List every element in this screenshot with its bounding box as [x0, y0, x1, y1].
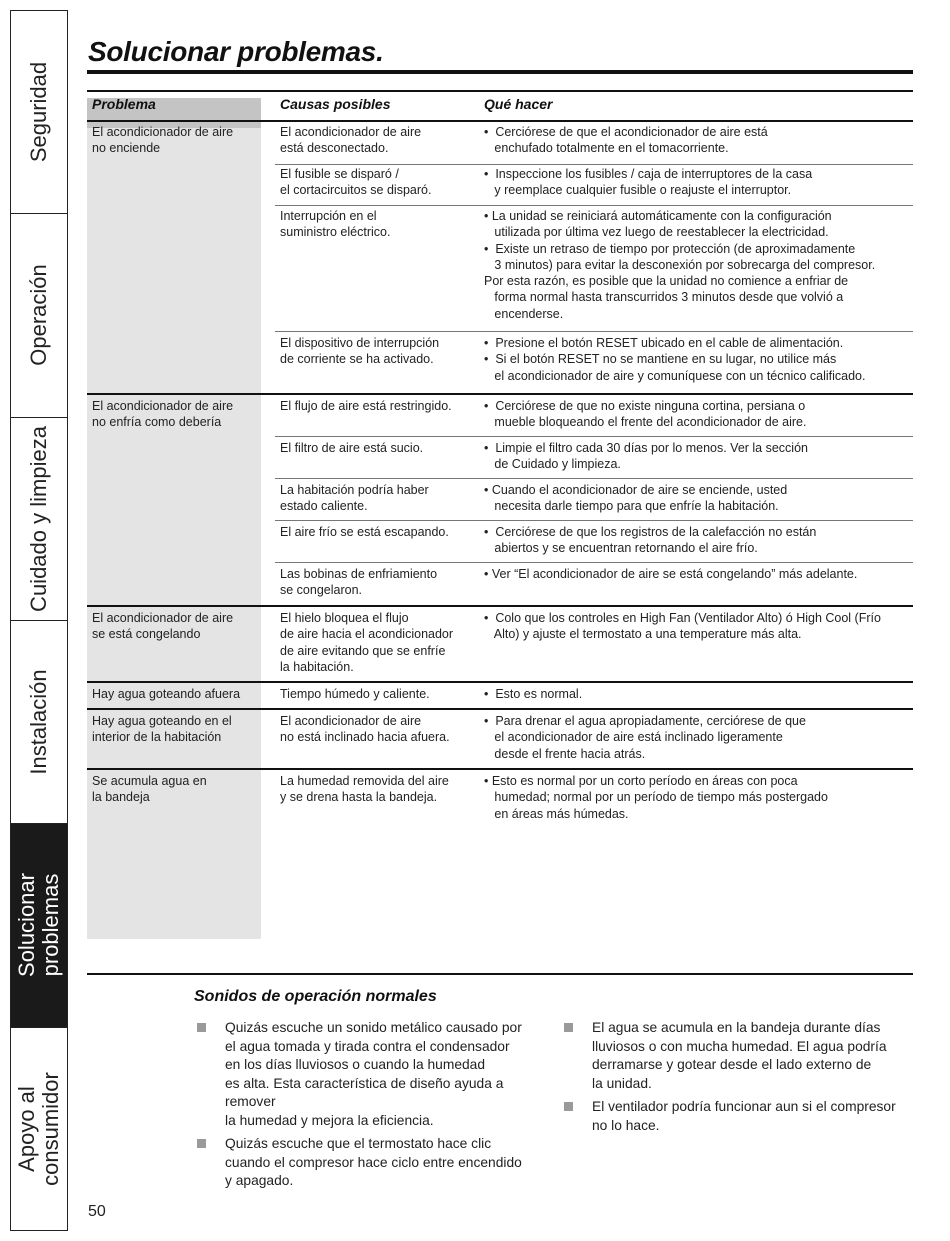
page-number: 50	[88, 1203, 106, 1220]
problem-divider	[87, 393, 913, 395]
action-cell: • Colo que los controles en High Fan (Ventilador Alto) ó High Cool (Frío Alto) y ajuste el termostato a una temperature más alta.	[484, 611, 881, 642]
side-tab-label: Operación	[26, 264, 51, 367]
side-tab-label: Seguridad	[26, 62, 51, 163]
cause-cell: Tiempo húmedo y caliente.	[280, 687, 430, 701]
action-cell: • La unidad se reiniciará automáticamente con la configuración utilizada por última vez luego de reestablecer la electricidad. • Existe un retraso de tiempo por protección (de aproximadamente 3 minutos) para evitar la desconexión por sobrecarga del compresor. Por esta razón, es posible que la unidad no comience a enfriar de forma normal hasta transcurridos 3 minutos desde que volvió a encenderse.	[484, 209, 876, 321]
action-cell: • Esto es normal por un corto período en áreas con poca humedad; normal por un período de tiempo más postergado en áreas más húmedas.	[484, 774, 828, 821]
action-cell: • Cerciórese de que los registros de la calefacción no están abiertos y se encuentran retornando el aire frío.	[484, 525, 817, 556]
action-cell: • Inspeccione los fusibles / caja de interruptores de la casa y reemplace cualquier fusible o reajuste el interruptor.	[484, 167, 813, 198]
side-tab-label: Instalación	[26, 669, 51, 775]
table-header-divider	[87, 120, 913, 122]
row-divider	[275, 331, 913, 332]
side-tab-label: Cuidado y limpieza	[26, 425, 51, 612]
side-tab-solucionar-problemas[interactable]	[11, 824, 67, 1027]
cause-cell: El acondicionador de aire no está inclinado hacia afuera.	[280, 714, 450, 745]
problem-cell: Hay agua goteando en el interior de la habitación	[92, 714, 232, 745]
section-title: Sonidos de operación normales	[194, 988, 437, 1005]
action-cell: • Cerciórese de que no existe ninguna cortina, persiana o mueble bloqueando el frente del acondicionador de aire.	[484, 399, 807, 430]
problem-column-shade	[87, 98, 261, 939]
cause-cell: El acondicionador de aire está desconectado.	[280, 125, 422, 156]
table-top-divider	[87, 90, 913, 92]
action-cell: • Presione el botón RESET ubicado en el cable de alimentación. • Si el botón RESET no se mantiene en su lugar, no utilice más el acondicionador de aire y comuníquese con un técnico calificado.	[484, 336, 866, 383]
cause-cell: El filtro de aire está sucio.	[280, 441, 424, 455]
side-tab-instalacion[interactable]	[11, 621, 67, 824]
row-divider	[275, 436, 913, 437]
cause-cell: La habitación podría haber estado caliente.	[280, 483, 429, 514]
side-tabs	[10, 10, 68, 1231]
square-bullet-icon	[564, 1102, 573, 1111]
cause-cell: El fusible se disparó / el cortacircuitos se disparó.	[280, 167, 432, 198]
problem-divider	[87, 768, 913, 770]
problem-divider	[87, 681, 913, 683]
section-divider	[87, 973, 913, 975]
problem-divider	[87, 708, 913, 710]
page-title: Solucionar problemas.	[88, 36, 384, 67]
cause-cell: Las bobinas de enfriamiento se congelaron.	[280, 567, 438, 598]
side-tab-cuidado-limpieza[interactable]	[11, 418, 67, 621]
side-tab-label: Solucionar problemas	[14, 873, 63, 978]
problem-cell: Hay agua goteando afuera	[92, 687, 241, 701]
square-bullet-icon	[197, 1139, 206, 1148]
square-bullet-icon	[197, 1023, 206, 1032]
side-tab-apoyo-consumidor[interactable]	[11, 1028, 67, 1230]
problem-divider	[87, 605, 913, 607]
column-header-causes: Causas posibles	[280, 96, 391, 112]
cause-cell: El aire frío se está escapando.	[280, 525, 449, 539]
cause-cell: Interrupción en el suministro eléctrico.	[280, 209, 391, 240]
cause-cell: La humedad removida del aire y se drena hasta la bandeja.	[280, 774, 449, 805]
side-tab-seguridad[interactable]	[11, 11, 67, 214]
column-header-action: Qué hacer	[484, 96, 553, 112]
title-divider	[87, 70, 913, 74]
row-divider	[275, 520, 913, 521]
problem-cell: El acondicionador de aire se está congelando	[92, 611, 234, 642]
action-cell: • Cerciórese de que el acondicionador de aire está enchufado totalmente en el tomacorriente.	[484, 125, 768, 156]
column-header-problem: Problema	[92, 96, 156, 112]
action-cell: • Limpie el filtro cada 30 días por lo menos. Ver la sección de Cuidado y limpieza.	[484, 441, 808, 472]
square-bullet-icon	[564, 1023, 573, 1032]
action-cell: • Para drenar el agua apropiadamente, cerciórese de que el acondicionador de aire está inclinado ligeramente desde el frente hacia atrás.	[484, 714, 806, 761]
side-tab-operacion[interactable]	[11, 214, 67, 417]
row-divider	[275, 562, 913, 563]
row-divider	[275, 205, 913, 206]
sound-item: Quizás escuche un sonido metálico causado por el agua tomada y tirada contra el condensador en los días lluviosos o cuando la humedad es alta. Esta característica de diseño ayuda a remover la humedad y mejora la eficiencia.	[225, 1020, 522, 1128]
sound-item: El ventilador podría funcionar aun si el compresor no lo hace.	[592, 1099, 896, 1133]
row-divider	[275, 478, 913, 479]
action-cell: • Cuando el acondicionador de aire se enciende, usted necesita darle tiempo para que enfríe la habitación.	[484, 483, 788, 514]
cause-cell: El hielo bloquea el flujo de aire hacia el acondicionador de aire evitando que se enfríe la habitación.	[280, 611, 454, 674]
cause-cell: El flujo de aire está restringido.	[280, 399, 452, 413]
problem-cell: El acondicionador de aire no enciende	[92, 125, 234, 156]
action-cell: • Esto es normal.	[484, 687, 583, 701]
side-tab-label: Apoyo al consumidor	[14, 1071, 63, 1186]
sound-item: Quizás escuche que el termostato hace clic cuando el compresor hace ciclo entre encendido y apagado.	[225, 1136, 522, 1188]
action-cell: • Ver “El acondicionador de aire se está congelando” más adelante.	[484, 567, 858, 581]
problem-cell: Se acumula agua en la bandeja	[92, 774, 207, 805]
row-divider	[275, 164, 913, 165]
cause-cell: El dispositivo de interrupción de corriente se ha activado.	[280, 336, 440, 367]
problem-cell: El acondicionador de aire no enfría como debería	[92, 399, 234, 430]
sound-item: El agua se acumula en la bandeja durante días lluviosos o con mucha humedad. El agua podría derramarse y gotear desde el lado externo de la unidad.	[592, 1020, 887, 1091]
